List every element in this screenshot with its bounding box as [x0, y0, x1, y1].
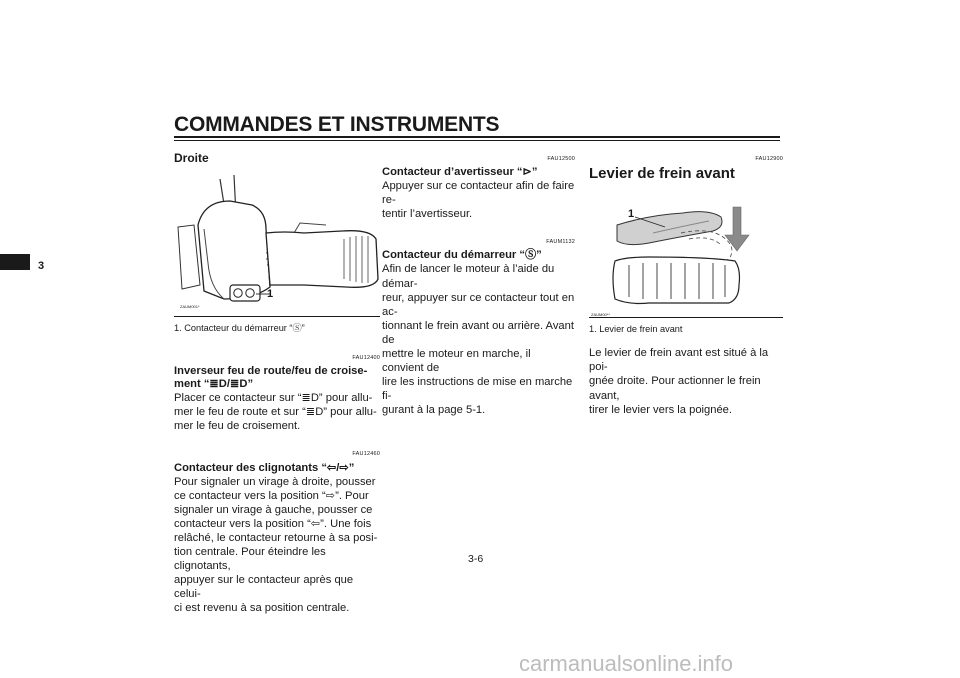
- column-3: [589, 152, 783, 417]
- figure-right-handlebar: [174, 167, 380, 310]
- text-line: gnée droite. Pour actionner le frein avant,: [589, 375, 761, 402]
- body-text-horn: [382, 179, 575, 221]
- figure-caption: 1. Levier de frein avant: [589, 324, 683, 335]
- section-title-droite: Droite: [174, 151, 209, 165]
- section-title-horn: Contacteur d’avertisseur “⊳”: [382, 166, 538, 179]
- body-text-turn-signal: [174, 475, 380, 616]
- text-line: tirer le levier vers la poignée.: [589, 403, 733, 416]
- section-code: FAUM1132: [546, 239, 575, 246]
- figure-caption-box: [174, 316, 380, 335]
- text-line: lire les instructions de mise en marche fi-: [382, 376, 573, 403]
- text-line: Afin de lancer le moteur à l’aide du démar-: [382, 263, 555, 290]
- header-rule-thin: [174, 140, 780, 141]
- body-text-starter: [382, 262, 575, 417]
- text-line: appuyer sur le contacteur après que celui-: [174, 574, 354, 601]
- title-line: Inverseur feu de route/feu de croise-: [174, 365, 368, 378]
- figure-front-brake: [589, 187, 783, 318]
- figure-code: ZAUM00**: [591, 312, 610, 318]
- section-title-starter: Contacteur du démarreur “Ⓢ”: [382, 249, 542, 262]
- section-code: FAU12460: [352, 451, 380, 458]
- section-title-front-brake: Levier de frein avant: [589, 165, 735, 183]
- brake-lever-illustration: [589, 187, 783, 311]
- section-code: FAU12400: [352, 355, 380, 362]
- text-line: mer le feu de croisement.: [174, 420, 301, 433]
- section-title-headlight: [174, 365, 380, 391]
- column-1: [174, 152, 380, 616]
- text-line: Pour signaler un virage à droite, pousser: [174, 475, 376, 488]
- text-line: mettre le moteur en marche, il convient de: [382, 348, 531, 375]
- section-code: FAU12500: [547, 156, 575, 162]
- text-line: Le levier de frein avant est situé à la poi-: [589, 347, 769, 374]
- body-text-front-brake: [589, 346, 783, 416]
- figure-callout: 1: [267, 288, 274, 300]
- text-line: contacteur vers la position “⇦”. Une fois: [174, 517, 372, 530]
- page-number: 3-6: [468, 553, 484, 565]
- text-line: Placer ce contacteur sur “≣D” pour allu-: [174, 392, 373, 405]
- figure-caption: 1. Contacteur du démarreur “Ⓢ”: [174, 323, 305, 333]
- text-line: signaler un virage à gauche, pousser ce: [174, 503, 373, 516]
- section-code: FAU12900: [755, 156, 783, 162]
- text-line: ce contacteur vers la position “⇨”. Pour: [174, 489, 369, 502]
- text-line: ci est revenu à sa position centrale.: [174, 602, 350, 615]
- text-line: relâché, le contacteur retourne à sa posi-: [174, 531, 378, 544]
- section-title-turn-signal: Contacteur des clignotants “⇦/⇨”: [174, 461, 355, 474]
- handlebar-switch-illustration: [174, 167, 380, 310]
- header-rule: [174, 136, 780, 138]
- text-line: reur, appuyer sur ce contacteur tout en ac-: [382, 291, 575, 318]
- watermark: carmanualsonline.info: [519, 651, 734, 676]
- text-line: gurant à la page 5-1.: [382, 404, 486, 417]
- figure-caption-box: [589, 317, 783, 336]
- text-line: tionnant le frein avant ou arrière. Avant de: [382, 319, 574, 346]
- text-line: Appuyer sur ce contacteur afin de faire re-: [382, 180, 575, 207]
- column-2: [382, 152, 575, 418]
- text-line: tentir l’avertisseur.: [382, 208, 473, 221]
- figure-code: ZAUM001*: [180, 304, 200, 309]
- figure-callout: 1: [628, 208, 635, 221]
- chapter-tab: [0, 254, 30, 270]
- title-line: ment “≣D/≣D”: [174, 378, 254, 391]
- text-line: mer le feu de route et sur “≣D” pour allu-: [174, 406, 377, 419]
- body-text-headlight: [174, 391, 380, 433]
- chapter-number: 3: [38, 260, 45, 272]
- text-line: tion centrale. Pour éteindre les clignotants,: [174, 546, 326, 573]
- page-header-title: COMMANDES ET INSTRUMENTS: [174, 113, 500, 136]
